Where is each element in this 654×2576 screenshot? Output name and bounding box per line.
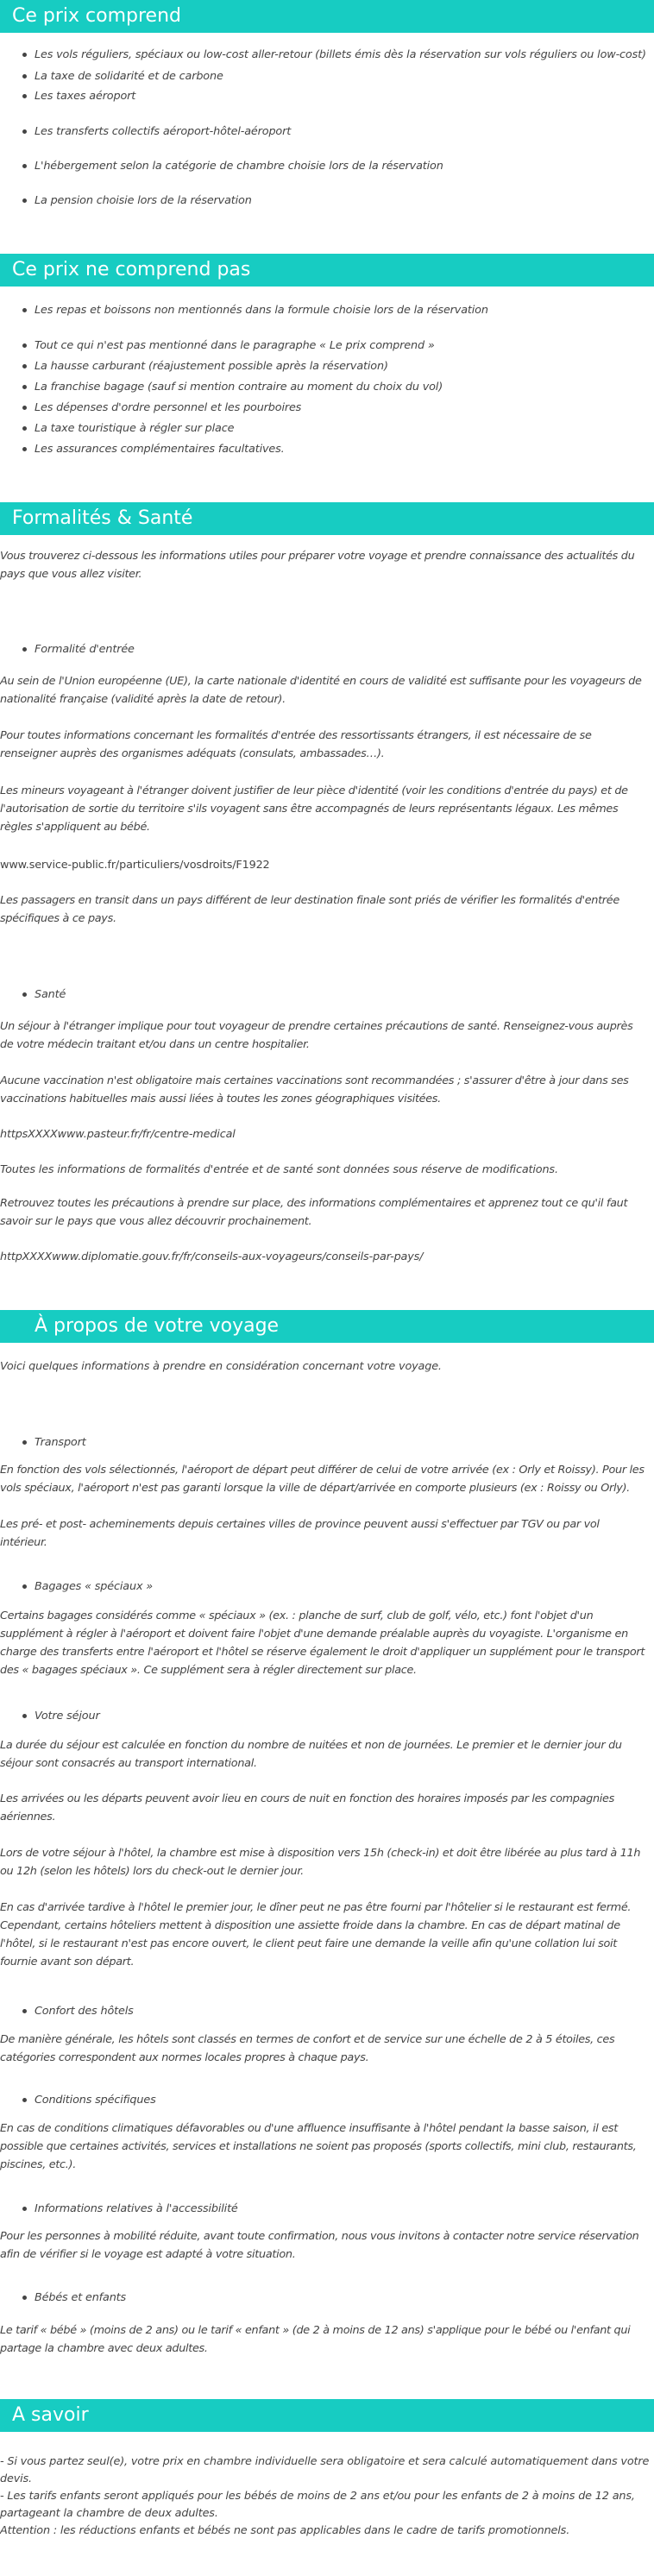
bullet <box>22 53 27 57</box>
pasteur-link[interactable]: httpsXXXXwww.pasteur.fr/fr/centre-medical <box>0 1128 236 1141</box>
bullet <box>22 1584 27 1589</box>
list-item: Tout ce qui n'est pas mentionné dans le paragraphe « Le prix comprend » <box>35 339 435 352</box>
subheading-sante: Santé <box>35 988 66 1001</box>
apropos-paragraph: De manière générale, les hôtels sont classés en termes de confort et de service sur une échelle de 2 à 5 étoiles, ces catégories correspondent aux normes locales propres à chaque pays. <box>0 2033 615 2064</box>
apropos-paragraph: La durée du séjour est calculée en fonction du nombre de nuitées et non de journées. Le premier et le dernier jour du séjour sont consacrés au transport international. <box>0 1739 622 1770</box>
subheading-accessibilite: Informations relatives à l'accessibilité <box>35 2202 238 2215</box>
list-item: Les dépenses d'ordre personnel et les pourboires <box>35 401 302 414</box>
a-savoir-line: partageant la chambre de deux adultes. <box>0 2507 218 2520</box>
sante-paragraph: Aucune vaccination n'est obligatoire mais certaines vaccinations sont recommandées ; s'assurer d'être à jour dans ses vaccinations habituelles mais aussi liées à toutes les zones géographiques visitées. <box>0 1074 629 1105</box>
apropos-intro: Voici quelques informations à prendre en considération concernant votre voyage. <box>0 1360 442 1373</box>
formalites-paragraph: Les mineurs voyageant à l'étranger doivent justifier de leur pièce d'identité (voir les conditions d'entrée du pays) et de l'autorisation de sortie du territoire s'ils voyagent sans être accompagnés de leurs représentants légaux. Les mêmes règles s'appliquent au bébé. <box>0 784 628 834</box>
bullet <box>22 129 27 134</box>
apropos-paragraph: Le tarif « bébé » (moins de 2 ans) ou le tarif « enfant » (de 2 à moins de 12 ans) s'applique pour le bébé ou l'enfant qui partage la chambre avec deux adultes. <box>0 2324 631 2355</box>
a-savoir-line: Attention : les réductions enfants et bébés ne sont pas applicables dans le cadre de tarifs promotionnels. <box>0 2524 570 2537</box>
subheading-votre-sejour: Votre séjour <box>35 1710 100 1723</box>
bullet <box>22 1440 27 1445</box>
list-item: Les vols réguliers, spéciaux ou low-cost aller-retour (billets émis dès la réservation sur vols réguliers ou low-cost) <box>35 48 646 61</box>
service-public-link[interactable]: www.service-public.fr/particuliers/vosdroits/F1922 <box>0 859 270 872</box>
a-savoir-line: - Si vous partez seul(e), votre prix en chambre individuelle sera obligatoire et sera calculé automatiquement dans votre <box>0 2455 650 2468</box>
subheading-conditions-specifiques: Conditions spécifiques <box>35 2094 156 2107</box>
formalites-paragraph: Les passagers en transit dans un pays différent de leur destination finale sont priés de vérifier les formalités d'entrée spécifiques à ce pays. <box>0 894 619 925</box>
apropos-paragraph: En fonction des vols sélectionnés, l'aéroport de départ peut différer de celui de votre arrivée (ex : Orly et Roissy). Pour les vols spéciaux, l'aéroport n'est pas garanti lorsque la ville de départ/arrivée en comporte plusieurs (ex : Roissy ou Orly). <box>0 1464 645 1495</box>
list-item: La hausse carburant (réajustement possible après la réservation) <box>35 360 388 373</box>
list-item: La taxe touristique à régler sur place <box>35 422 235 435</box>
apropos-paragraph: Lors de votre séjour à l'hôtel, la chambre est mise à disposition vers 15h (check-in) et doit être libérée au plus tard à 11h ou 12h (selon les hôtels) lors du check-out le dernier jour. <box>0 1847 641 1878</box>
bullet <box>22 164 27 168</box>
subheading-formalite-entree: Formalité d'entrée <box>35 643 135 656</box>
apropos-paragraph: Certains bagages considérés comme « spéciaux » (ex. : planche de surf, club de golf, vélo, etc.) font l'objet d'un supplément à régler à l'aéroport et doivent faire l'objet d'une demande préalable auprès du voyagiste. L'organisme en charge des transferts entre l'aéroport et l'hôtel se réserve également le droit d'appliquer un supplément pour le transport des « bagages spéciaux ». Ce supplément sera à régler directement sur place. <box>0 1609 645 1677</box>
bullet <box>22 992 27 997</box>
apropos-paragraph: Les arrivées ou les départs peuvent avoir lieu en cours de nuit en fonction des horaires imposés par les compagnies aériennes. <box>0 1792 614 1823</box>
section-title-a-savoir: A savoir <box>0 2399 654 2432</box>
list-item: La pension choisie lors de la réservation <box>35 194 252 207</box>
list-item: La franchise bagage (sauf si mention contraire au moment du choix du vol) <box>35 381 443 394</box>
bullet <box>22 364 27 368</box>
subheading-bebes-enfants: Bébés et enfants <box>35 2291 127 2304</box>
section-title-prix-ne-comprend: Ce prix ne comprend pas <box>0 254 654 287</box>
formalites-paragraph: Au sein de l'Union européenne (UE), la carte nationale d'identité en cours de validité est suffisante pour les voyageurs de nationalité française (validité après la date de retour). <box>0 675 642 706</box>
bullet <box>22 2009 27 2013</box>
bullet <box>22 447 27 451</box>
bullet <box>22 308 27 312</box>
apropos-paragraph: En cas d'arrivée tardive à l'hôtel le premier jour, le dîner peut ne pas être fourni par l'hôtelier si le restaurant est fermé. Cependant, certains hôteliers mettent à disposition une assiette froide dans la chambre. En cas de départ matinal de l'hôtel, si le restaurant n'est pas encore ouvert, le client peut faire une demande la veille afin qu'une collation lui soit fournie avant son départ. <box>0 1901 632 1968</box>
bullet <box>22 94 27 98</box>
apropos-paragraph: Les pré- et post- acheminements depuis certaines villes de province peuvent aussi s'effectuer par TGV ou par vol intérieur. <box>0 1518 600 1549</box>
bullet <box>22 426 27 431</box>
a-savoir-line: devis. <box>0 2472 32 2485</box>
sante-paragraph: Un séjour à l'étranger implique pour tout voyageur de prendre certaines précautions de santé. Renseignez-vous auprès de votre médecin traitant et/ou dans un centre hospitalier. <box>0 1020 633 1051</box>
sante-paragraph: Toutes les informations de formalités d'entrée et de santé sont données sous réserve de modifications. <box>0 1163 558 1176</box>
a-savoir-line: - Les tarifs enfants seront appliqués pour les bébés de moins de 2 ans et/ou pour les enfants de 2 à moins de 12 ans, <box>0 2490 635 2503</box>
section-title-prix-comprend: Ce prix comprend <box>0 0 654 33</box>
subheading-transport: Transport <box>35 1436 86 1449</box>
bullet <box>22 74 27 79</box>
bullet <box>22 2098 27 2102</box>
section-title-formalites-sante: Formalités & Santé <box>0 502 654 535</box>
bullet <box>22 406 27 410</box>
section-title-a-propos: À propos de votre voyage <box>0 1310 654 1343</box>
list-item: Les assurances complémentaires facultatives. <box>35 443 285 456</box>
diplomatie-link[interactable]: httpXXXXwww.diplomatie.gouv.fr/fr/conseils-aux-voyageurs/conseils-par-pays/ <box>0 1250 424 1263</box>
list-item: Les taxes aéroport <box>35 90 136 103</box>
subheading-bagages: Bagages « spéciaux » <box>35 1580 154 1593</box>
bullet <box>22 2207 27 2211</box>
list-item: Les repas et boissons non mentionnés dans la formule choisie lors de la réservation <box>35 304 488 317</box>
list-item: La taxe de solidarité et de carbone <box>35 70 223 83</box>
bullet <box>22 198 27 203</box>
list-item: Les transferts collectifs aéroport-hôtel-aéroport <box>35 125 292 138</box>
bullet <box>22 647 27 652</box>
subheading-confort-hotels: Confort des hôtels <box>35 2005 134 2018</box>
apropos-paragraph: Pour les personnes à mobilité réduite, avant toute confirmation, nous vous invitons à contacter notre service réservation afin de vérifier si le voyage est adapté à votre situation. <box>0 2230 639 2261</box>
sante-paragraph: Retrouvez toutes les précautions à prendre sur place, des informations complémentaires et apprenez tout ce qu'il faut savoir sur le pays que vous allez découvrir prochainement. <box>0 1197 628 1228</box>
formalites-paragraph: Pour toutes informations concernant les formalités d'entrée des ressortissants étrangers, il est nécessaire de se renseigner auprès des organismes adéquats (consulats, ambassades…). <box>0 729 592 760</box>
bullet <box>22 2296 27 2300</box>
formalites-intro: Vous trouverez ci-dessous les informations utiles pour préparer votre voyage et prendre connaissance des actualités du pays que vous allez visiter. <box>0 550 635 581</box>
apropos-paragraph: En cas de conditions climatiques défavorables ou d'une affluence insuffisante à l'hôtel pendant la basse saison, il est possible que certaines activités, services et installations ne soient pas proposés (sports collectifs, mini club, restaurants, piscines, etc.). <box>0 2122 637 2171</box>
bullet <box>22 385 27 389</box>
list-item: L'hébergement selon la catégorie de chambre choisie lors de la réservation <box>35 160 443 173</box>
bullet <box>22 1714 27 1718</box>
bullet <box>22 343 27 348</box>
